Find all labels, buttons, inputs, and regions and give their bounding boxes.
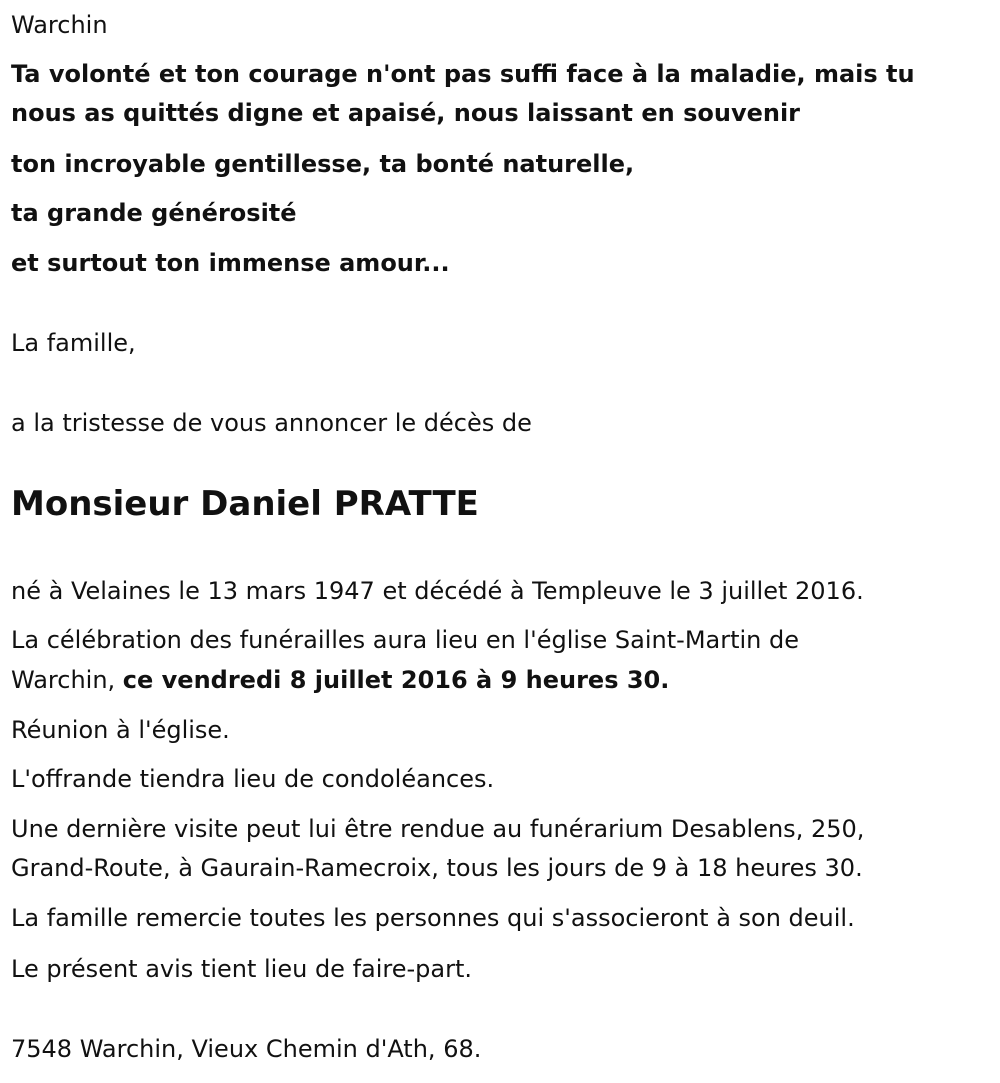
tribute-line-3: ton incroyable gentillesse, ta bonté naturelle, [11, 150, 635, 178]
funeral-date-time: ce vendredi 8 juillet 2016 à 9 heures 30. [122, 666, 670, 694]
thanks-info: La famille remercie toutes les personnes qui s'associeront à son deuil. [11, 904, 855, 932]
tribute-line-5: et surtout ton immense amour... [11, 249, 450, 277]
location-header: Warchin [11, 11, 108, 39]
tribute-line-1: Ta volonté et ton courage n'ont pas suffi face à la maladie, mais tu [11, 60, 915, 88]
deceased-name: Monsieur Daniel PRATTE [11, 484, 479, 524]
offering-info: L'offrande tiendra lieu de condoléances. [11, 765, 495, 793]
address: 7548 Warchin, Vieux Chemin d'Ath, 68. [11, 1035, 482, 1063]
family-intro: La famille, [11, 329, 136, 357]
funeral-line-2 [11, 661, 669, 700]
announcement: a la tristesse de vous annoncer le décès de [11, 409, 532, 437]
visit-line-2: Grand-Route, à Gaurain-Ramecroix, tous les jours de 9 à 18 heures 30. [11, 854, 863, 882]
visit-line-1: Une dernière visite peut lui être rendue au funérarium Desablens, 250, [11, 815, 865, 843]
tribute-line-2: nous as quittés digne et apaisé, nous laissant en souvenir [11, 99, 801, 127]
funeral-place: Warchin, [11, 666, 123, 694]
meeting-info: Réunion à l'église. [11, 716, 230, 744]
tribute-line-4: ta grande générosité [11, 199, 297, 227]
birth-death-dates: né à Velaines le 13 mars 1947 et décédé à Templeuve le 3 juillet 2016. [11, 577, 864, 605]
funeral-line-1: La célébration des funérailles aura lieu en l'église Saint-Martin de [11, 626, 800, 654]
notice-info: Le présent avis tient lieu de faire-part. [11, 955, 473, 983]
